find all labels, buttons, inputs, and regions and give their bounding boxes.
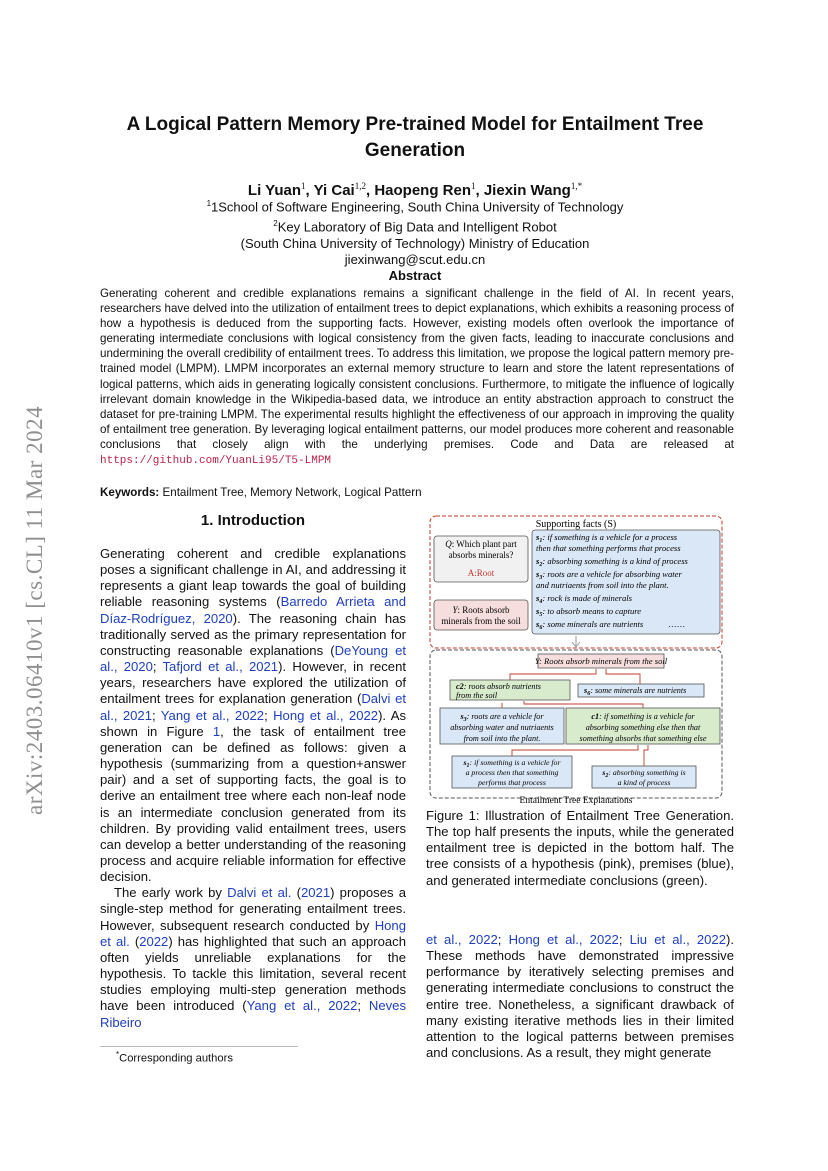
section-heading-introduction: 1. Introduction xyxy=(200,512,306,529)
hypothesis-text: Y: Roots absorb xyxy=(452,605,510,615)
abstract-body: Generating coherent and credible explanations remains a significant challenge in the field of AI. In recent years, researchers have delved into the utilization of entailment trees to depict explanations, which exhibits a reasoning process of how a hypothesis is deduced from the supporting facts. However, existing models often overlook the importance of generating intermediate conclusions with logical consistency from the given facts, leading to inaccurate conclusions and undermining the overall credibility of entailment trees. To address this limitation, we propose the logical pattern memory pre-trained model (LMPM). LMPM incorporates an external memory structure to learn and store the latent representations of logical patterns, which aids in generating logically consistent conclusions. Furthermore, to mitigate the influence of logically irrelevant domain knowledge in the Wikipedia-based data, we introduce an entity abstraction approach to construct the dataset for pre-training LMPM. The experimental results highlight the effectiveness of our approach in improving the quality of entailment tree generation. By leveraging logical entailment patterns, our model produces more coherent and reasonable conclusions that closely align with the underlying premises. Code and Data are released at https://github.com/YuanLi95/T5-LMPM xyxy=(100,287,734,468)
tree-s6-text: $s_6$: some minerals are nutrients xyxy=(584,686,687,697)
citation-link[interactable]: Dalvi et al. xyxy=(227,885,292,901)
tree-s3-text-3: from soil into the plant. xyxy=(463,734,541,743)
fact-s4: $s_4$: rock is made of minerals xyxy=(536,593,633,605)
citation-link[interactable]: Yang et al., 2022 xyxy=(246,998,358,1014)
author-list: Li Yuan$^1$, Yi Cai$^{1,2}$, Haopeng Ren$^1$, Jiexin Wang$^{1,*}$ xyxy=(247,181,583,199)
intro-paragraph-2 xyxy=(100,885,406,1030)
c1-text-3: something absorbs that something else xyxy=(579,734,707,743)
tree-s1-text: $s_1$: if something is a vehicle for xyxy=(463,758,561,769)
affiliations xyxy=(100,196,730,269)
intro-paragraph-1 xyxy=(100,546,406,885)
citation-link[interactable]: Dalvi et al., 2021 xyxy=(100,691,406,723)
text-run: ) proposes a single-step method for generating entailment trees. However, subsequent research conducted by xyxy=(100,885,406,933)
text-run: ; xyxy=(151,707,161,723)
affiliation-3: (South China University of Technology) Ministry of Education xyxy=(240,235,590,251)
text-run: ). The reasoning chain has traditionally served as the primary representation for constructing reasonable explanations ( xyxy=(100,610,406,658)
affiliation-2: $^2$Key Laboratory of Big Data and Intelligent Robot xyxy=(273,218,557,235)
author-affiliation-mark: 1,2 xyxy=(354,181,366,191)
c1-text: c1: if something is a vehicle for xyxy=(591,712,695,721)
citation-link[interactable]: Tafjord et al., 2021 xyxy=(162,659,279,675)
citation-link[interactable]: Neves Ribeiro xyxy=(100,998,407,1030)
tree-s2-text: $s_2$: absorbing something is xyxy=(602,768,686,779)
author-affiliation-mark: 1,* xyxy=(570,181,583,191)
text-run: ( xyxy=(129,933,140,949)
fact-s5: $s_5$: to absorb means to capture xyxy=(536,606,642,618)
tree-s2-text-2: a kind of process xyxy=(617,778,671,787)
citation-link[interactable]: 1 xyxy=(212,723,221,739)
text-run: , the task of entailment tree generation can be defined as follows: given a hypothesis (summarizing from a question+answer pair) and a set of supporting facts, the goal is to derive an entailment tree where each non-leaf node is an intermediate conclusion generated from its children. By providing valid entailment trees, users can develop a better understanding of the reasoning process and acquire reliable information for effective decision. xyxy=(100,723,406,885)
text-run: ) has highlighted that such an approach often yields unreliable explanations for the hypothesis. To tackle this limitation, several recent studies employing multi-step generation methods have been introduced ( xyxy=(100,933,407,1014)
keywords-label: Keywords: xyxy=(100,486,160,499)
question-text-2: absorbs minerals? xyxy=(448,550,514,560)
figure-1 xyxy=(428,514,724,806)
hypothesis-text-2: minerals from the soil xyxy=(441,616,521,626)
text-run: ; xyxy=(264,707,274,723)
figure-caption: Figure 1: Illustration of Entailment Tree Generation. The top half presents the inputs, while the generated entailment tree is depicted in the bottom half. The tree consists of a hypothesis (pink), premises (blue), and generated intermediate conclusions (green). xyxy=(426,808,734,888)
text-run: ). As shown in Figure xyxy=(100,707,407,739)
author-name: Haopeng Ren xyxy=(374,182,471,199)
citation-link[interactable]: Hong et al., 2022 xyxy=(508,932,619,947)
text-run: The early work by xyxy=(114,885,228,901)
fact-s3: $s_3$: roots are a vehicle for absorbing water xyxy=(536,569,682,581)
contact-email[interactable]: jiexinwang@scut.edu.cn xyxy=(344,252,486,268)
text-run: ; xyxy=(497,932,509,947)
keywords xyxy=(100,486,734,499)
text-run: ). However, in recent years, researchers have explored the utilization of entailment trees for explanation generation ( xyxy=(100,659,407,707)
text-run: ). These methods have demonstrated impressive performance by iteratively selecting premises and generating intermediate conclusions to construct the entire tree. Nonetheless, a significant drawback of many existing iterative methods lies in their limited attention to the logical patterns between premises and conclusions. As a result, they might generate xyxy=(426,932,734,1061)
tree-s3-text: $s_3$: roots are a vehicle for xyxy=(460,712,544,723)
answer-text: A:Root xyxy=(467,568,495,578)
keywords-text: Entailment Tree, Memory Network, Logical Pattern xyxy=(162,486,422,499)
affiliation-1: $^1$1School of Software Engineering, South China University of Technology xyxy=(206,199,624,215)
entailment-figure xyxy=(428,514,724,806)
citation-link[interactable]: Hong et al., 2022 xyxy=(273,707,379,723)
text-run: ( xyxy=(291,885,301,901)
paper-title: A Logical Pattern Memory Pre-trained Model for Entailment Tree Generation xyxy=(126,114,704,161)
author-name: Jiexin Wang xyxy=(483,182,571,199)
citation-link[interactable]: 2021 xyxy=(300,885,331,901)
citation-link[interactable]: Barredo Arrieta and Díaz-Rodríguez, 2020 xyxy=(100,594,406,626)
supporting-facts-title: Supporting facts (S) xyxy=(535,519,617,530)
right-paragraph xyxy=(426,932,734,1061)
text-run: ; xyxy=(357,998,369,1014)
author-name: Li Yuan xyxy=(247,182,301,199)
fact-s3-line2: and nutriaents from soil into the plant. xyxy=(536,580,669,590)
fact-s6: $s_6$: some minerals are nutrients xyxy=(536,619,644,631)
c1-text-2: absorbing something else then that xyxy=(585,723,701,732)
facts-ellipsis: …… xyxy=(668,619,686,629)
citation-link[interactable]: Liu et al., 2022 xyxy=(629,932,726,947)
tree-s1-text-3: performs that process xyxy=(478,778,546,787)
footnote-rule xyxy=(100,1046,298,1047)
text-run: ; xyxy=(152,659,163,675)
fact-s1-line2: then that something performs that process xyxy=(536,543,681,553)
tree-s3-text-2: absorbing water and nutriaents xyxy=(450,723,554,732)
left-column xyxy=(100,546,406,1031)
footnote: *Corresponding authors xyxy=(116,1050,233,1065)
arxiv-identifier: arXiv:2403.06410v1 [cs.CL] 11 Mar 2024 xyxy=(22,405,47,815)
citation-link[interactable]: et al., 2022 xyxy=(426,932,498,947)
c2-text-2: from the soil xyxy=(456,691,498,700)
citation-link[interactable]: 2022 xyxy=(139,933,169,949)
text-run: ; xyxy=(618,932,630,947)
code-link[interactable]: https://github.com/YuanLi95/T5-LMPM xyxy=(100,455,332,468)
citation-link[interactable]: Hong et al. xyxy=(100,917,406,949)
tree-title: Entailment Tree Explanations xyxy=(519,796,633,806)
tree-s1-text-2: a process then that something xyxy=(465,768,559,777)
citation-link[interactable]: DeYoung et al., 2020 xyxy=(100,642,406,675)
c2-text: c2: roots absorb nutrients xyxy=(456,682,541,691)
fact-s2: $s_2$: absorbing something is a kind of process xyxy=(536,556,688,568)
abstract-heading: Abstract xyxy=(388,268,442,283)
citation-link[interactable]: Yang et al., 2022 xyxy=(160,707,265,723)
author-affiliation-mark: 1 xyxy=(301,181,306,191)
author-affiliation-mark: 1 xyxy=(471,181,476,191)
author-name: Yi Cai xyxy=(313,182,355,199)
fact-s1: $s_1$: if something is a vehicle for a process xyxy=(536,532,678,544)
question-text: Q: Which plant part xyxy=(445,539,517,549)
tree-root-text: Y: Roots absorb minerals from the soil xyxy=(534,656,668,666)
right-column xyxy=(426,932,734,1061)
text-run: Generating coherent and credible explanations poses a significant challenge in AI, and addressing it represents a giant leap towards the goal of building reliable reasoning systems ( xyxy=(100,546,406,610)
